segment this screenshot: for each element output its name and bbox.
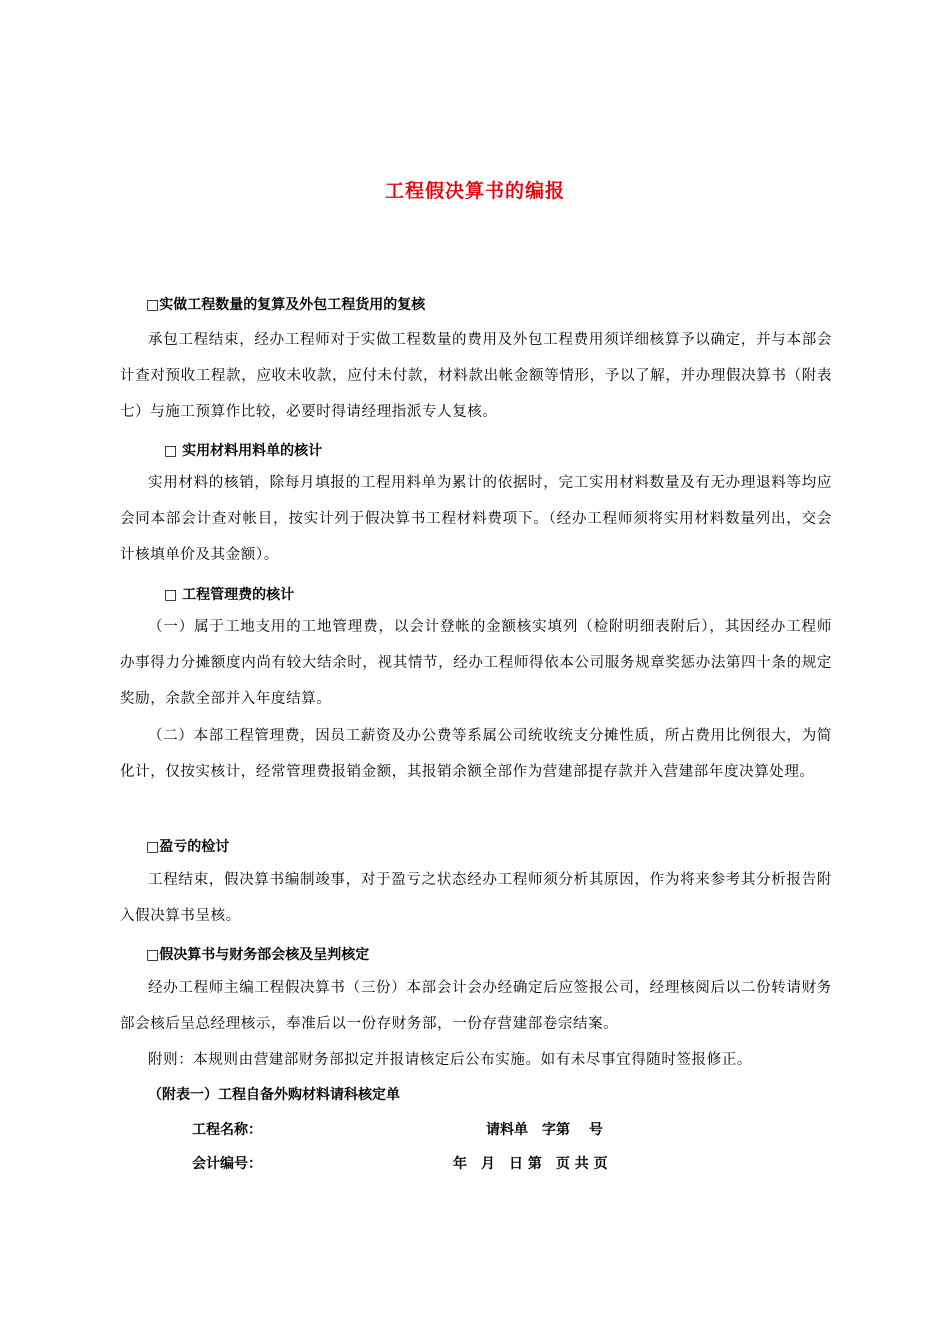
section-body-3b: （二）本部工程管理费，因员工薪资及办公费等系属公司统收统支分摊性质，所占费用比例很大，为简化计，仅按实核计，经常管理费报销金额，其报销余额全部作为营建部提存款并入营建部年度决算处理。 bbox=[120, 728, 832, 780]
document-title: 工程假决算书的编报 bbox=[384, 180, 565, 202]
section-heading-2: □ 实用材料用料单的核计 bbox=[164, 443, 323, 459]
section-body-1: 承包工程结束，经办工程师对于实做工程数量的费用及外包工程费用须详细核算予以确定，并与本部会计查对预收工程款，应收未收款，应付未付款，材料款出帐金额等情形，予以了解，并办理假决算书（附表七）与施工预算作比较，必要时得请经理指派专人复核。 bbox=[120, 332, 832, 420]
form-title: （附表一）工程自备外购材料请科核定单 bbox=[148, 1087, 400, 1103]
appendix-note: 附则：本规则由营建部财务部拟定并报请核定后公布实施。如有未尽事宜得随时签报修正。 bbox=[148, 1052, 752, 1068]
date-page-label: 年 月 日 第 页 共 页 bbox=[453, 1156, 608, 1172]
account-no-label: 会计编号： bbox=[192, 1156, 262, 1172]
section-body-4: 工程结束，假决算书编制竣事，对于盈亏之状态经办工程师须分析其原因，作为将来参考其分析报告附入假决算书呈核。 bbox=[120, 872, 832, 924]
section-heading-1: □实做工程数量的复算及外包工程货用的复核 bbox=[146, 297, 426, 313]
section-body-2: 实用材料的核销，除每月填报的工程用料单为累计的依据时，完工实用材料数量及有无办理退料等均应会同本部会计查对帐目，按实计列于假决算书工程材料费项下。（经办工程师须将实用材料数量列出，交会计核填单价及其金额）。 bbox=[120, 475, 832, 563]
requisition-label: 请料单 字第 号 bbox=[486, 1122, 603, 1138]
section-body-3a: （一）属于工地支用的工地管理费，以会计登帐的金额核实填列（检附明细表附后），其因经办工程师办事得力分摊额度内尚有较大结余时，视其情节，经办工程师得依本公司服务规章奖惩办法第四十条的规定奖励，余款全部并入年度结算。 bbox=[120, 619, 832, 707]
section-heading-5: □假决算书与财务部会核及呈判核定 bbox=[146, 947, 370, 963]
section-body-5: 经办工程师主编工程假决算书（三份）本部会计会办经确定后应签报公司，经理核阅后以二份转请财务部会核后呈总经理核示，奉准后以一份存财务部，一份存营建部卷宗结案。 bbox=[120, 980, 832, 1032]
project-name-label: 工程名称： bbox=[192, 1122, 262, 1138]
section-heading-4: □盈亏的检讨 bbox=[146, 839, 230, 855]
section-heading-3: □ 工程管理费的核计 bbox=[164, 587, 295, 603]
